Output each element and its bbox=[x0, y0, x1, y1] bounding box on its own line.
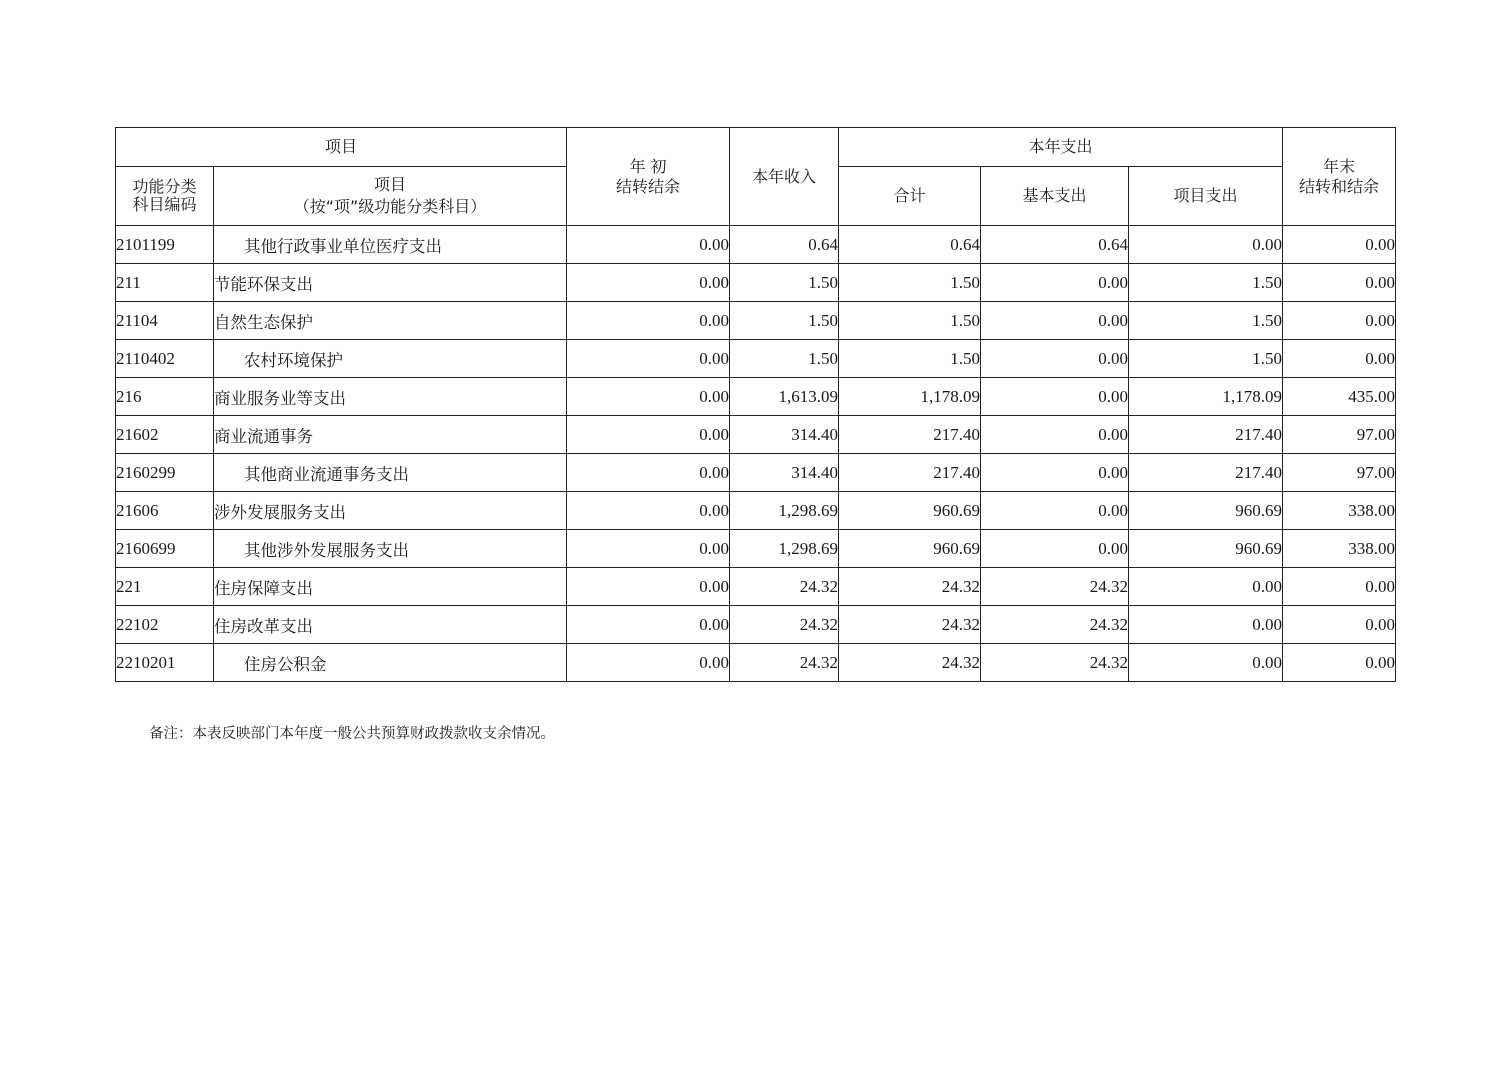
header-project-group: 项目 bbox=[116, 128, 567, 167]
cell-expense-total: 24.32 bbox=[839, 644, 981, 682]
cell-closing: 0.00 bbox=[1283, 226, 1396, 264]
cell-expense-project: 217.40 bbox=[1129, 454, 1283, 492]
header-expense-total: 合计 bbox=[839, 167, 981, 226]
cell-closing: 0.00 bbox=[1283, 568, 1396, 606]
cell-closing: 0.00 bbox=[1283, 302, 1396, 340]
cell-expense-total: 1,178.09 bbox=[839, 378, 981, 416]
header-name: 项目 （按“项”级功能分类科目） bbox=[214, 167, 567, 226]
cell-income: 1.50 bbox=[730, 302, 839, 340]
cell-closing: 0.00 bbox=[1283, 644, 1396, 682]
cell-name: 涉外发展服务支出 bbox=[214, 492, 567, 530]
cell-income: 1,613.09 bbox=[730, 378, 839, 416]
cell-closing: 0.00 bbox=[1283, 606, 1396, 644]
cell-expense-basic: 0.00 bbox=[981, 492, 1129, 530]
cell-name: 住房公积金 bbox=[214, 644, 567, 682]
cell-expense-project: 0.00 bbox=[1129, 606, 1283, 644]
table-row bbox=[116, 302, 1396, 340]
cell-expense-project: 960.69 bbox=[1129, 530, 1283, 568]
cell-expense-project: 1.50 bbox=[1129, 340, 1283, 378]
cell-expense-basic: 24.32 bbox=[981, 644, 1129, 682]
cell-closing: 97.00 bbox=[1283, 454, 1396, 492]
cell-expense-basic: 0.64 bbox=[981, 226, 1129, 264]
cell-opening: 0.00 bbox=[567, 302, 730, 340]
cell-closing: 0.00 bbox=[1283, 264, 1396, 302]
cell-code: 211 bbox=[116, 264, 214, 302]
cell-code: 2160699 bbox=[116, 530, 214, 568]
cell-expense-project: 1,178.09 bbox=[1129, 378, 1283, 416]
cell-opening: 0.00 bbox=[567, 530, 730, 568]
table-row bbox=[116, 492, 1396, 530]
cell-code: 216 bbox=[116, 378, 214, 416]
cell-name: 商业服务业等支出 bbox=[214, 378, 567, 416]
cell-code: 21606 bbox=[116, 492, 214, 530]
cell-expense-total: 960.69 bbox=[839, 492, 981, 530]
cell-opening: 0.00 bbox=[567, 416, 730, 454]
cell-closing: 0.00 bbox=[1283, 340, 1396, 378]
cell-opening: 0.00 bbox=[567, 454, 730, 492]
cell-closing: 97.00 bbox=[1283, 416, 1396, 454]
cell-opening: 0.00 bbox=[567, 264, 730, 302]
table-row bbox=[116, 226, 1396, 264]
table-row bbox=[116, 416, 1396, 454]
header-opening-balance: 年 初 结转结余 bbox=[567, 128, 730, 226]
table-row bbox=[116, 644, 1396, 682]
cell-name: 节能环保支出 bbox=[214, 264, 567, 302]
cell-expense-project: 960.69 bbox=[1129, 492, 1283, 530]
cell-expense-total: 0.64 bbox=[839, 226, 981, 264]
cell-expense-total: 24.32 bbox=[839, 568, 981, 606]
cell-code: 2101199 bbox=[116, 226, 214, 264]
cell-expense-basic: 0.00 bbox=[981, 530, 1129, 568]
cell-expense-basic: 24.32 bbox=[981, 568, 1129, 606]
cell-name: 商业流通事务 bbox=[214, 416, 567, 454]
cell-expense-basic: 0.00 bbox=[981, 302, 1129, 340]
cell-opening: 0.00 bbox=[567, 340, 730, 378]
cell-opening: 0.00 bbox=[567, 644, 730, 682]
cell-income: 1.50 bbox=[730, 264, 839, 302]
table-body bbox=[116, 226, 1396, 682]
cell-code: 21104 bbox=[116, 302, 214, 340]
cell-name: 住房保障支出 bbox=[214, 568, 567, 606]
cell-opening: 0.00 bbox=[567, 492, 730, 530]
cell-name: 自然生态保护 bbox=[214, 302, 567, 340]
cell-expense-project: 0.00 bbox=[1129, 644, 1283, 682]
budget-table bbox=[115, 127, 1396, 682]
cell-income: 24.32 bbox=[730, 644, 839, 682]
cell-name: 农村环境保护 bbox=[214, 340, 567, 378]
cell-opening: 0.00 bbox=[567, 568, 730, 606]
table-row bbox=[116, 568, 1396, 606]
cell-opening: 0.00 bbox=[567, 606, 730, 644]
cell-expense-project: 0.00 bbox=[1129, 568, 1283, 606]
cell-name: 其他商业流通事务支出 bbox=[214, 454, 567, 492]
footnote: 备注：本表反映部门本年度一般公共预算财政拨款收支余情况。 bbox=[149, 726, 555, 742]
table-row bbox=[116, 378, 1396, 416]
header-income: 本年收入 bbox=[730, 128, 839, 226]
cell-income: 1,298.69 bbox=[730, 492, 839, 530]
cell-code: 2110402 bbox=[116, 340, 214, 378]
cell-expense-project: 0.00 bbox=[1129, 226, 1283, 264]
cell-expense-project: 1.50 bbox=[1129, 264, 1283, 302]
cell-income: 1,298.69 bbox=[730, 530, 839, 568]
cell-name: 其他行政事业单位医疗支出 bbox=[214, 226, 567, 264]
table-row bbox=[116, 264, 1396, 302]
cell-income: 314.40 bbox=[730, 454, 839, 492]
cell-code: 2160299 bbox=[116, 454, 214, 492]
table-row bbox=[116, 530, 1396, 568]
cell-code: 221 bbox=[116, 568, 214, 606]
cell-expense-total: 960.69 bbox=[839, 530, 981, 568]
cell-name: 其他涉外发展服务支出 bbox=[214, 530, 567, 568]
cell-expense-project: 217.40 bbox=[1129, 416, 1283, 454]
cell-expense-basic: 0.00 bbox=[981, 454, 1129, 492]
cell-income: 314.40 bbox=[730, 416, 839, 454]
cell-expense-total: 1.50 bbox=[839, 340, 981, 378]
cell-expense-project: 1.50 bbox=[1129, 302, 1283, 340]
cell-code: 2210201 bbox=[116, 644, 214, 682]
cell-closing: 338.00 bbox=[1283, 530, 1396, 568]
cell-expense-total: 1.50 bbox=[839, 264, 981, 302]
cell-code: 22102 bbox=[116, 606, 214, 644]
table-row bbox=[116, 340, 1396, 378]
cell-expense-basic: 24.32 bbox=[981, 606, 1129, 644]
cell-opening: 0.00 bbox=[567, 226, 730, 264]
cell-closing: 435.00 bbox=[1283, 378, 1396, 416]
cell-opening: 0.00 bbox=[567, 378, 730, 416]
cell-closing: 338.00 bbox=[1283, 492, 1396, 530]
cell-income: 24.32 bbox=[730, 606, 839, 644]
cell-expense-basic: 0.00 bbox=[981, 264, 1129, 302]
cell-income: 0.64 bbox=[730, 226, 839, 264]
table-row bbox=[116, 606, 1396, 644]
cell-expense-total: 217.40 bbox=[839, 416, 981, 454]
cell-expense-basic: 0.00 bbox=[981, 340, 1129, 378]
cell-expense-basic: 0.00 bbox=[981, 416, 1129, 454]
cell-expense-total: 1.50 bbox=[839, 302, 981, 340]
header-code: 功能分类 科目编码 bbox=[116, 167, 214, 226]
header-expense-basic: 基本支出 bbox=[981, 167, 1129, 226]
cell-code: 21602 bbox=[116, 416, 214, 454]
table-row bbox=[116, 454, 1396, 492]
cell-expense-basic: 0.00 bbox=[981, 378, 1129, 416]
header-expense-project: 项目支出 bbox=[1129, 167, 1283, 226]
cell-expense-total: 217.40 bbox=[839, 454, 981, 492]
cell-income: 1.50 bbox=[730, 340, 839, 378]
header-closing-balance: 年末 结转和结余 bbox=[1283, 128, 1396, 226]
cell-name: 住房改革支出 bbox=[214, 606, 567, 644]
cell-expense-total: 24.32 bbox=[839, 606, 981, 644]
cell-income: 24.32 bbox=[730, 568, 839, 606]
header-expense-group: 本年支出 bbox=[839, 128, 1283, 167]
